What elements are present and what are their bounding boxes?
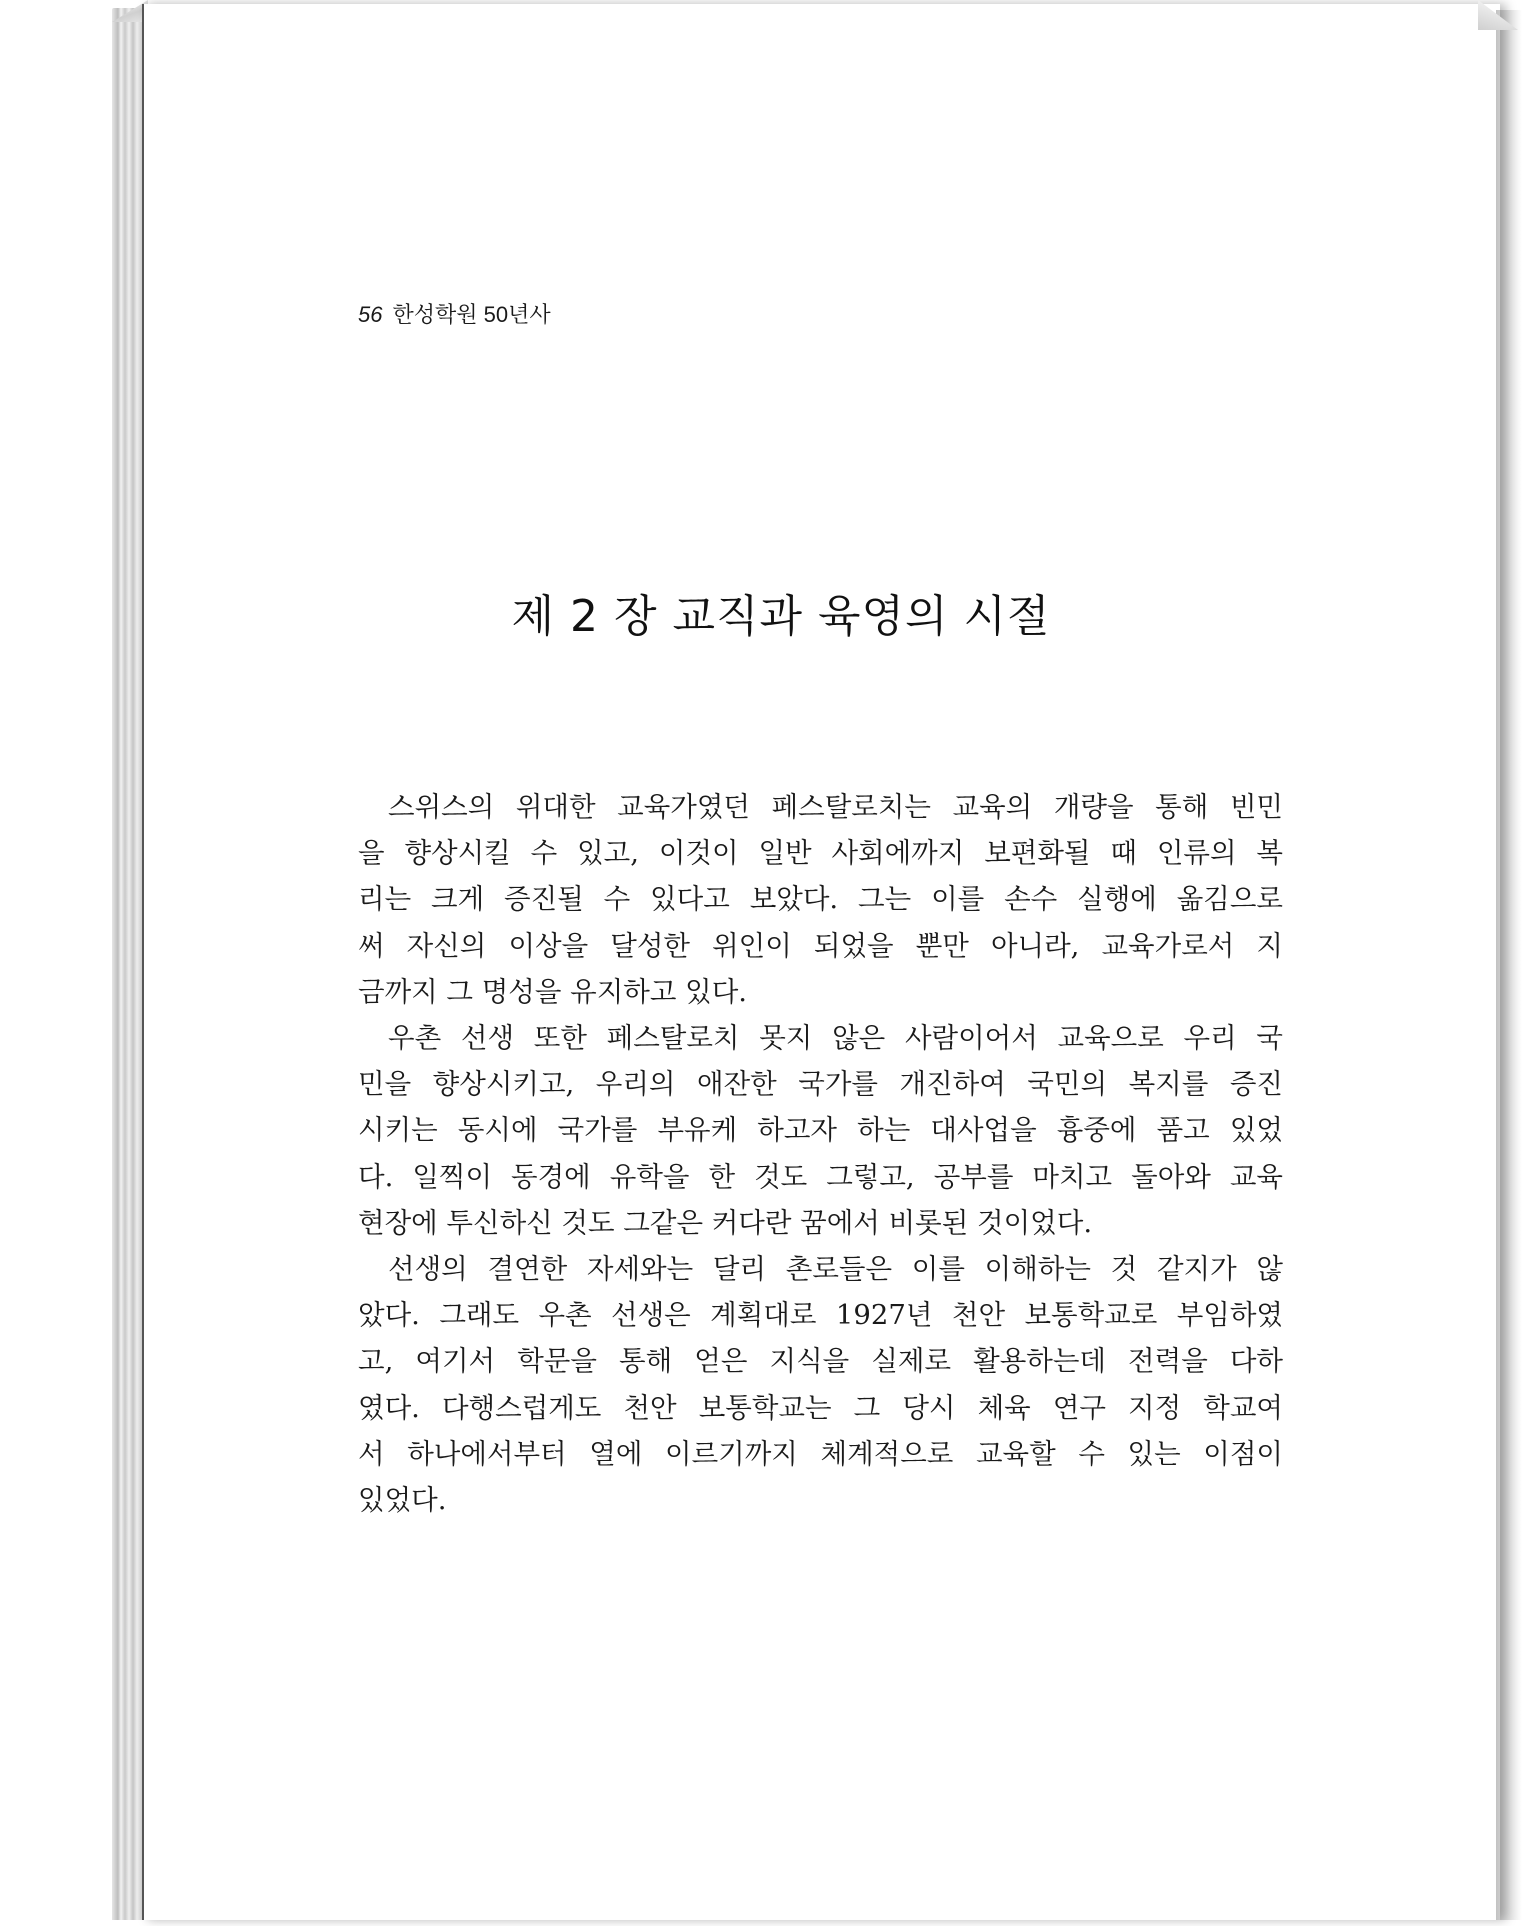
page-number: 56 bbox=[358, 302, 383, 327]
text-line: 민을 향상시키고, 우리의 애잔한 국가를 개진하여 국민의 복지를 증진 bbox=[358, 1068, 1283, 1101]
chapter-title: 제 2 장 교직과 육영의 시절 bbox=[511, 591, 1051, 642]
running-head bbox=[358, 298, 551, 329]
text-line: 시키는 동시에 국가를 부유케 하고자 하는 대사업을 흉중에 품고 있었 bbox=[358, 1114, 1283, 1147]
text-line: 써 자신의 이상을 달성한 위인이 되었을 뿐만 아니라, 교육가로서 지 bbox=[358, 929, 1283, 962]
text-line: 서 하나에서부터 열에 이르기까지 체계적으로 교육할 수 있는 이점이 bbox=[358, 1437, 1283, 1470]
page-shadow bbox=[1496, 10, 1522, 1920]
text-line: 였다. 다행스럽게도 천안 보통학교는 그 당시 체육 연구 지정 학교여 bbox=[358, 1391, 1283, 1424]
text-line: 았다. 그래도 우촌 선생은 계획대로 1927년 천안 보통학교로 부임하였 bbox=[358, 1299, 1283, 1332]
text-line: 스위스의 위대한 교육가였던 페스탈로치는 교육의 개량을 통해 빈민 bbox=[388, 791, 1283, 823]
text-line: 우촌 선생 또한 페스탈로치 못지 않은 사람이어서 교육으로 우리 국 bbox=[388, 1022, 1283, 1055]
text-line: 선생의 결연한 자세와는 달리 촌로들은 이를 이해하는 것 같지가 않 bbox=[388, 1253, 1283, 1286]
book-title: 한성학원 50년사 bbox=[392, 302, 551, 327]
text-line: 리는 크게 증진될 수 있다고 보았다. 그는 이를 손수 실행에 옮김으로 bbox=[358, 883, 1283, 916]
text-line: 현장에 투신하신 것도 그같은 커다란 꿈에서 비롯된 것이었다. bbox=[358, 1206, 1093, 1239]
text-line: 금까지 그 명성을 유지하고 있다. bbox=[358, 975, 748, 1008]
body-text bbox=[358, 784, 1283, 1523]
text-line: 있었다. bbox=[358, 1484, 447, 1517]
book-page-stack-edge bbox=[112, 8, 142, 1920]
text-line: 을 향상시킬 수 있고, 이것이 일반 사회에까지 보편화될 때 인류의 복 bbox=[358, 837, 1283, 870]
text-line: 다. 일찍이 동경에 유학을 한 것도 그렇고, 공부를 마치고 돌아와 교육 bbox=[358, 1160, 1283, 1193]
text-line: 고, 여기서 학문을 통해 얻은 지식을 실제로 활용하는데 전력을 다하 bbox=[358, 1345, 1283, 1378]
